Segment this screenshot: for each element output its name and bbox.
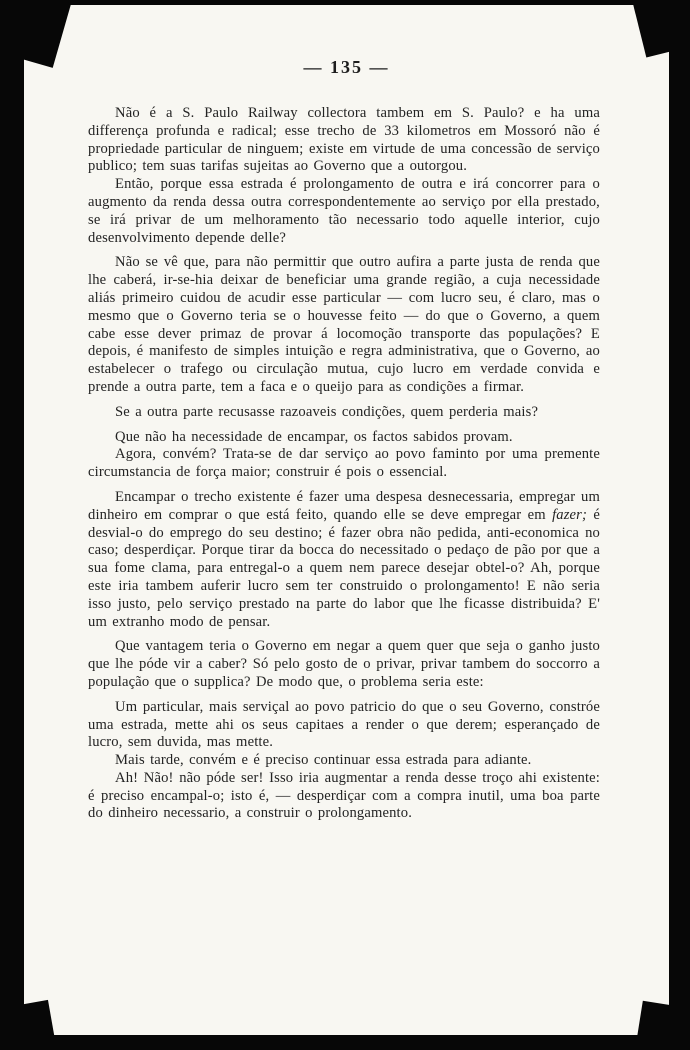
scan-artifact-bottom-left — [24, 1000, 59, 1035]
paragraph-segment: Não é a S. Paulo Railway collectora tambem em S. Paulo? e ha uma differença profunda e radical; esse trecho de 33 kilometros em Mossoró não é propriedade particular de ninguem; existe em virtude de uma concessão de serviço publico; tem suas tarifas sujeitas ao Governo que a outorgou. — [88, 105, 600, 175]
paragraph-segment: Um particular, mais serviçal ao povo patricio do que o seu Governo, constróe uma estrada, mette ahi os seus capitaes a render o que derem; esperançado de lucro, sem duvida, mas mette. — [88, 698, 600, 751]
paragraph-segment: Mais tarde, convém e é preciso continuar essa estrada para adiante. — [115, 752, 532, 769]
paragraph — [88, 752, 600, 770]
paragraph-segment: Que vantagem teria o Governo em negar a quem quer que seja o ganho justo que lhe póde vir a caber? Só pelo gosto de o privar, privar tambem do soccorro a população que o supplica? De modo que, o problema seria este: — [88, 638, 600, 690]
paragraph — [88, 254, 600, 396]
paragraph-segment: fazer; — [552, 506, 588, 523]
page — [24, 5, 669, 1035]
paragraph — [88, 489, 600, 631]
paragraph-segment: Se a outra parte recusasse razoaveis condições, quem perderia mais? — [115, 403, 539, 420]
paragraph-segment: Então, porque essa estrada é prolongamento de outra e irá concorrer para o augmento da renda dessa outra correspondentemente ao serviço por ella prestado, se irá privar de um melhoramento tão necessario todo aquelle interior, cujo desenvolvimento depende delle? — [88, 176, 600, 246]
paragraph — [88, 105, 600, 176]
page-content — [88, 105, 600, 823]
paragraph-segment: Que não ha necessidade de encampar, os factos sabidos provam. — [115, 428, 513, 445]
paragraph-segment: Ah! Não! não póde ser! Isso iria augmentar a renda desse troço ahi existente: é preciso encampal-o; isto é, — desperdiçar com a compra inutil, uma boa parte do dinheiro necessario, a construir o prolongamento. — [88, 769, 600, 822]
paragraph — [88, 404, 600, 422]
paragraph-segment: Agora, convém? Trata-se de dar serviço ao povo faminto por uma premente circumstancia de força maior; construir é pois o essencial. — [88, 446, 600, 481]
paragraph — [88, 446, 600, 482]
paragraph — [88, 429, 600, 447]
paragraph-segment: Não se vê que, para não permittir que outro aufira a parte justa de renda que lhe caberá, ir-se-hia deixar de beneficiar uma grande região, a cuja necessidade aliás primeiro cuidou de acudir esse particular — com lucro seu, é claro, mas o mesmo que o Governo teria se o houvesse feito — do que o Governo, a quem cabe esse dever primaz de provar á locomoção transporte das populações? E depois, é manifesto de simples intuição e regra administrativa, que o Governo, ao estabelecer o trafego ou circulação mutua, cujo lucro em verdade convida e prende a outra parte, tem a faca e o queijo para as condições a firmar. — [88, 254, 600, 395]
scan-artifact-bottom-right — [632, 1001, 669, 1035]
page-number — [24, 57, 669, 78]
paragraph — [88, 699, 600, 752]
page-number-text: — 135 — — [303, 57, 390, 77]
scan-artifact-top-right — [626, 5, 669, 57]
paragraph-segment: Encampar o trecho existente é fazer uma despesa desnecessaria, empregar um dinheiro em comprar o que está feito, quando elle se deve empregar em — [88, 488, 600, 523]
paragraph — [88, 638, 600, 691]
paragraph — [88, 176, 600, 247]
paragraph-segment: é desvial-o do emprego do seu destino; é fazer obra não pedida, anti-economica no caso; desperdiçar. Porque tirar da bocca do necessitado o pedaço de pão por que a sua fome clama, para entregal-o a quem nem parece desejar obtel-o? Ah, porque este iria tambem auferir lucro sem ter construido o prolongamento! E não seria isso justo, pelo serviço prestado na parte do labor que lhe ficasse distribuida? E' um extranho modo de pensar. — [88, 506, 600, 630]
paragraph — [88, 770, 600, 823]
